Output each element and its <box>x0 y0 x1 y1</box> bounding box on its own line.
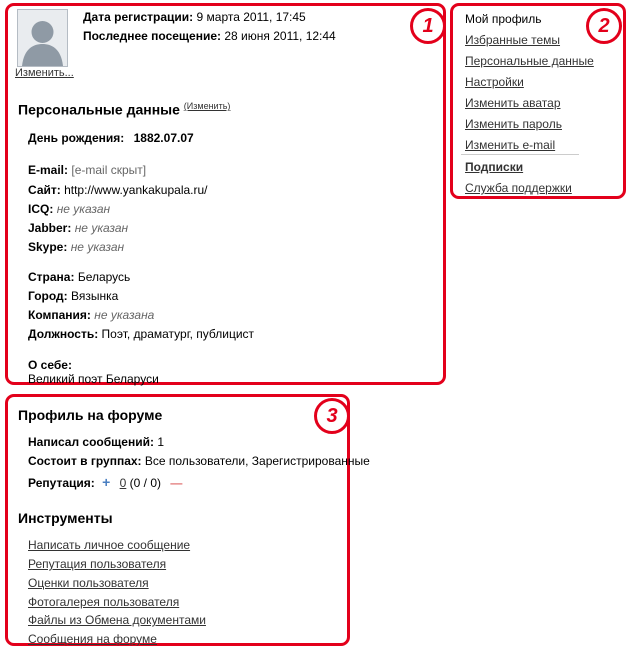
groups-row <box>28 454 370 468</box>
birthday-label: День рождения: <box>28 131 125 145</box>
personal-edit-link[interactable]: (Изменить) <box>183 101 231 111</box>
city-label: Город: <box>28 289 68 303</box>
avatar[interactable] <box>17 9 68 67</box>
skype-row <box>28 240 124 254</box>
badge-1: 1 <box>410 8 446 44</box>
icq-value: не указан <box>56 202 111 216</box>
personal-data-heading: Персональные данные <box>18 101 180 118</box>
registration-date <box>83 10 306 24</box>
tool-send-message[interactable]: Написать личное сообщение <box>28 538 191 552</box>
email-value: [e-mail скрыт] <box>71 163 147 177</box>
groups-label: Состоит в группах: <box>28 454 142 468</box>
country-row <box>28 270 130 284</box>
tool-photo-gallery[interactable]: Фотогалерея пользователя <box>28 595 180 609</box>
site-row <box>28 183 208 197</box>
menu-favorite-topics[interactable]: Избранные темы <box>465 33 561 47</box>
menu-my-profile[interactable]: Мой профиль <box>465 12 542 26</box>
company-label: Компания: <box>28 308 91 322</box>
about-label: О себе: <box>28 358 72 372</box>
posts-value: 1 <box>157 435 164 449</box>
site-value[interactable]: http://www.yankakupala.ru/ <box>64 183 208 197</box>
last-visit-label: Последнее посещение: <box>83 29 222 43</box>
profile-panel <box>5 3 446 385</box>
country-label: Страна: <box>28 270 75 284</box>
last-visit-value: 28 июня 2011, 12:44 <box>224 29 336 43</box>
city-value: Вязынка <box>71 289 119 303</box>
icq-row <box>28 202 110 216</box>
change-avatar-link[interactable]: Изменить... <box>15 67 74 79</box>
tool-user-ratings[interactable]: Оценки пользователя <box>28 576 149 590</box>
reputation-minus-icon[interactable]: — <box>170 476 183 490</box>
birthday-row <box>28 131 194 145</box>
reputation-detail: (0 / 0) <box>129 476 161 490</box>
menu-subscriptions[interactable]: Подписки <box>465 160 524 174</box>
company-row <box>28 308 154 322</box>
menu-support[interactable]: Служба поддержки <box>465 181 572 195</box>
last-visit <box>83 29 336 43</box>
forum-profile-title: Профиль на форуме <box>18 407 163 423</box>
city-row <box>28 289 118 303</box>
company-value: не указана <box>94 308 155 322</box>
reputation-plus-icon[interactable]: + <box>102 474 111 490</box>
position-label: Должность: <box>28 327 99 341</box>
icq-label: ICQ: <box>28 202 54 216</box>
reputation-row <box>28 474 182 490</box>
tool-forum-posts[interactable]: Сообщения на форуме <box>28 632 157 646</box>
email-label: E-mail: <box>28 163 69 177</box>
tool-shared-files[interactable]: Файлы из Обмена документами <box>28 613 206 627</box>
registration-value: 9 марта 2011, 17:45 <box>196 10 306 24</box>
badge-2: 2 <box>586 8 622 44</box>
jabber-value: не указан <box>74 221 129 235</box>
forum-panel <box>5 394 370 646</box>
birthday-value: 1882.07.07 <box>133 131 194 145</box>
tool-user-reputation[interactable]: Репутация пользователя <box>28 557 167 571</box>
badge-3: 3 <box>314 398 350 434</box>
menu-change-avatar[interactable]: Изменить аватар <box>465 96 561 110</box>
position-row <box>28 327 254 341</box>
about-value: Великий поэт Беларуси <box>28 372 159 386</box>
menu-change-password[interactable]: Изменить пароль <box>465 117 562 131</box>
registration-label: Дата регистрации: <box>83 10 194 24</box>
email-row <box>28 163 146 177</box>
site-label: Сайт: <box>28 183 61 197</box>
menu-change-email[interactable]: Изменить e-mail <box>465 138 556 152</box>
menu-divider <box>461 154 579 155</box>
country-value: Беларусь <box>77 270 131 284</box>
jabber-label: Jabber: <box>28 221 72 235</box>
personal-data-title <box>18 101 230 118</box>
groups-value: Все пользователи, Зарегистрированные <box>144 454 370 468</box>
posts-label: Написал сообщений: <box>28 435 154 449</box>
jabber-row <box>28 221 128 235</box>
reputation-value[interactable]: 0 <box>119 476 127 490</box>
tools-title: Инструменты <box>18 510 113 526</box>
skype-label: Skype: <box>28 240 68 254</box>
position-value: Поэт, драматург, публицист <box>101 327 255 341</box>
skype-value: не указан <box>70 240 125 254</box>
menu-personal-data[interactable]: Персональные данные <box>465 54 594 68</box>
reputation-label: Репутация: <box>28 476 95 490</box>
menu-settings[interactable]: Настройки <box>465 75 524 89</box>
posts-row <box>28 435 164 449</box>
